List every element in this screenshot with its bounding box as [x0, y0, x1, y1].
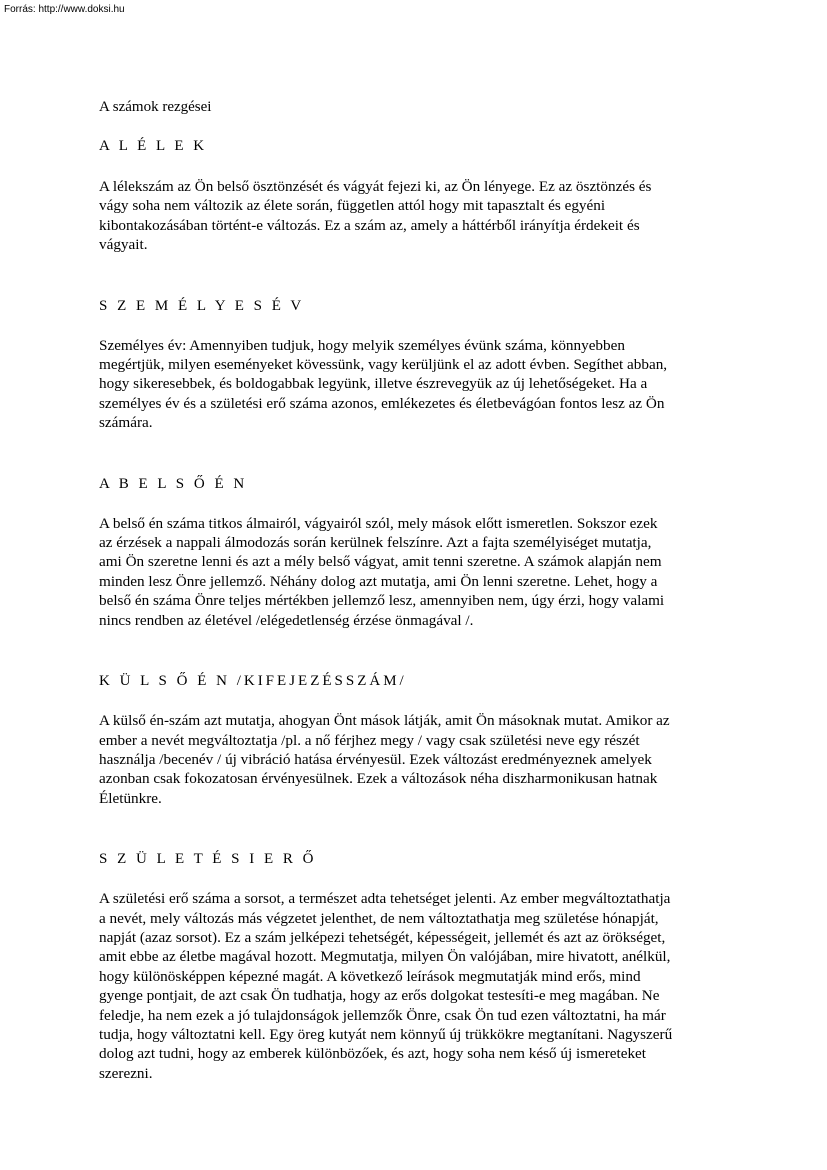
section-heading-kulso-en: K Ü L S Ő É N /KIFEJEZÉSSZÁM/ [99, 673, 407, 690]
section-text-szuletesi-ero: A születési erő száma a sorsot, a természet adta tehetséget jelenti. Az ember megváltoztathatja a nevét, mely változás más végzetet jelenthet, de nem változtathatja meg születése hónapját, napját (azaz sorsot). Ez a szám jelképezi tehetségét, képességeit, jellemét és azt az örökséget, amit ebbe az életbe magával hozott. Megmutatja, milyen Ön valójában, mire hivatott, anélkül, hogy különösképpen képezné magát. A következő leírások megmutatják mind erős, mind gyenge pontjait, de azt csak Ön tudhatja, hogy az erős dolgokat testesíti-e meg magában. Ne feledje, ha nem ezek a jó tulajdonságok jellemzők Önre, csak Ön tud ezen változtatni, ha már tudja, hogy változtatni kell. Egy öreg kutyát nem könnyű új trükkökre megtanítani. Nagyszerű dolog azt tudni, hogy az emberek különbözőek, és azt, hogy soha nem késő új ismereteket szerezni. [99, 890, 673, 1082]
document-title: A számok rezgései [99, 99, 212, 115]
section-heading-lelek: A L É L E K [99, 138, 208, 154]
section-heading-belso-en: A B E L S Ő É N [99, 475, 248, 492]
section-text-belso-en: A belső én száma titkos álmairól, vágyairól szól, mely mások előtt ismeretlen. Sokszor ezek az érzések a nappali álmodozás során kerülnek felszínre. Azt a fajta személyiséget mutatja, ami Ön szeretne lenni és azt a mély belső vágyat, amit tenni szeretne. A számok alapján nem minden lesz Önre jellemző. Néhány dolog azt mutatja, ami Ön lenni szeretne. Lehet, hogy a belső én száma Önre teljes mértékben jellemző lesz, amennyiben nem, úgy érzi, hogy valami nincs rendben az életével /elégedetlenség érzése önmagával /. [99, 514, 665, 629]
section-heading-szuletesi-ero: S Z Ü L E T É S I E R Ő [99, 851, 317, 868]
document-body [99, 98, 739, 1083]
source-label: Forrás: http://www.doksi.hu [4, 4, 125, 15]
section-heading-szemelyes-ev: S Z E M É L Y E S É V [99, 297, 305, 314]
section-text-lelek: A lélekszám az Ön belső ösztönzését és vágyát fejezi ki, az Ön lényege. Ez az ösztönzés és vágy soha nem változik az élete során, független attól hogy mit tapasztalt és egyéni kibontakozásában történt-e változás. Ez a szám az, amely a háttérből irányítja érdekeit és vágyait. [99, 178, 652, 254]
section-text-szemelyes-ev: Személyes év: Amennyiben tudjuk, hogy melyik személyes évünk száma, könnyebben megértjük, milyen eseményeket kövessünk, vagy kerüljünk el az adott évben. Segíthet abban, hogy sikeresebbek, és boldogabbak legyünk, illetve észrevegyük az új lehetőségeket. Ha a személyes év és a születési erő száma azonos, emlékezetes és életbevágóan fontos lesz az Ön számára. [99, 336, 668, 432]
section-text-kulso-en: A külső én-szám azt mutatja, ahogyan Önt mások látják, amit Ön másoknak mutat. Amikor az ember a nevét megváltoztatja /pl. a nő férjhez megy / vagy csak születési neve egy részét használja /becenév / új vibráció hatása érvényesül. Ezek változást eredményeznek amelyek azonban csak fokozatosan érvényesülnek. Ezek a változások néha diszharmonikusan hatnak Életünkre. [99, 712, 670, 807]
